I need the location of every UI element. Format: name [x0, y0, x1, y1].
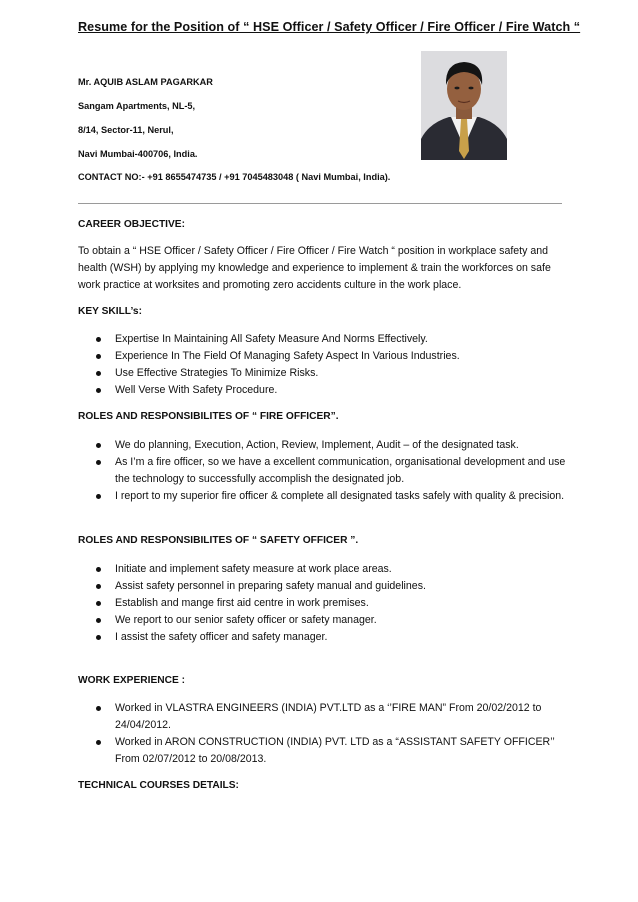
bullet-icon — [96, 618, 101, 623]
bullet-icon — [96, 740, 101, 745]
profile-photo — [421, 51, 507, 160]
bullet-icon — [96, 567, 101, 572]
work-experience-heading: WORK EXPERIENCE : — [78, 675, 185, 686]
list-item: Well Verse With Safety Procedure. — [93, 382, 573, 399]
resume-title: Resume for the Position of “ HSE Officer / Safety Officer / Fire Officer / Fire Watch “ — [78, 20, 581, 34]
list-item: Worked in VLASTRA ENGINEERS (INDIA) PVT.LTD as a ‘’FIRE MAN” From 20/02/2012 to 24/04/2012. — [93, 700, 573, 734]
candidate-name: Mr. AQUIB ASLAM PAGARKAR — [78, 77, 213, 87]
address-line-2: 8/14, Sector-11, Nerul, — [78, 125, 174, 135]
list-item: Expertise In Maintaining All Safety Measure And Norms Effectively. — [93, 331, 573, 348]
bullet-icon — [96, 443, 101, 448]
bullet-icon — [96, 706, 101, 711]
technical-courses-heading: TECHNICAL COURSES DETAILS: — [78, 780, 239, 791]
key-skills-heading: KEY SKILL’s: — [78, 306, 142, 317]
address-line-1: Sangam Apartments, NL-5, — [78, 101, 196, 111]
bullet-icon — [96, 354, 101, 359]
career-objective-heading: CAREER OBJECTIVE: — [78, 219, 185, 230]
bullet-icon — [96, 635, 101, 640]
safety-officer-roles-heading: ROLES AND RESPONSIBILITES OF “ SAFETY OFFICER ”. — [78, 535, 359, 546]
address-line-3: Navi Mumbai-400706, India. — [78, 149, 198, 159]
bullet-icon — [96, 371, 101, 376]
fire-officer-roles-heading: ROLES AND RESPONSIBILITES OF “ FIRE OFFICER”. — [78, 411, 339, 422]
bullet-icon — [96, 460, 101, 465]
list-item: We do planning, Execution, Action, Review, Implement, Audit – of the designated task. — [93, 437, 573, 454]
list-item: Initiate and implement safety measure at work place areas. — [93, 561, 573, 578]
list-item: I report to my superior fire officer & complete all designated tasks safely with quality & precision. — [93, 488, 573, 505]
career-objective-text: To obtain a “ HSE Officer / Safety Officer / Fire Officer / Fire Watch “ position in workplace safety and health (WSH) by applying my knowledge and experience to implement & train the workforces on safe work practice at worksites and promoting zero accidents culture in the work place. — [78, 245, 551, 291]
section-divider — [78, 203, 562, 204]
list-item: I assist the safety officer and safety manager. — [93, 629, 573, 646]
work-experience-list — [93, 700, 573, 768]
list-item: Assist safety personnel in preparing safety manual and guidelines. — [93, 578, 573, 595]
list-item: Worked in ARON CONSTRUCTION (INDIA) PVT. LTD as a “ASSISTANT SAFETY OFFICER’’ From 02/07/2012 to 20/08/2013. — [93, 734, 573, 768]
bullet-icon — [96, 337, 101, 342]
list-item: As I’m a fire officer, so we have a excellent communication, organisational development and use the technology to successfully accomplish the designated job. — [93, 454, 573, 488]
bullet-icon — [96, 601, 101, 606]
safety-officer-roles-list — [93, 561, 573, 646]
list-item: Establish and mange first aid centre in work premises. — [93, 595, 573, 612]
bullet-icon — [96, 388, 101, 393]
key-skills-list — [93, 331, 573, 399]
bullet-icon — [96, 494, 101, 499]
contact-numbers: CONTACT NO:- +91 8655474735 / +91 7045483048 ( Navi Mumbai, India). — [78, 172, 391, 182]
list-item: We report to our senior safety officer or safety manager. — [93, 612, 573, 629]
list-item: Experience In The Field Of Managing Safety Aspect In Various Industries. — [93, 348, 573, 365]
bullet-icon — [96, 584, 101, 589]
list-item: Use Effective Strategies To Minimize Risks. — [93, 365, 573, 382]
fire-officer-roles-list — [93, 437, 573, 505]
